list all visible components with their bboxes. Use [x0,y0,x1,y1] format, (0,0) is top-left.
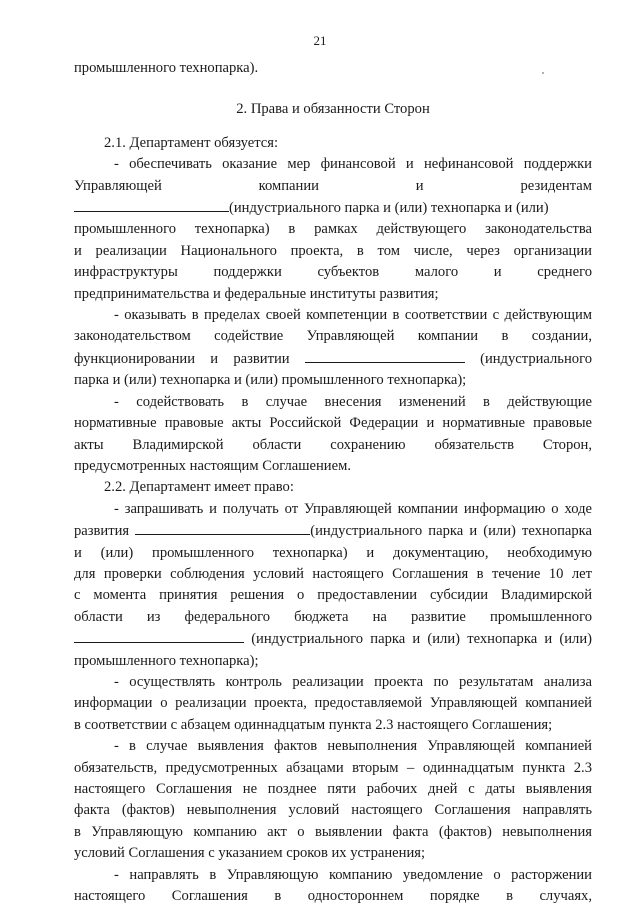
text-fragment: (индустриального парка и (или) технопарка и (или) [229,200,549,217]
text-line: - содействовать в случае внесения изменений в действующие [114,393,592,410]
blank-line [135,520,310,535]
clause-2-2-item-3 [74,736,592,864]
text-line: настоящего Соглашения не позднее пяти рабочих дней с даты выявления [74,781,592,797]
text-fragment: (индустриального парка и (или) технопарка и (или) [251,631,592,648]
text-line: нормативные правовые акты Российской Федерации и нормативные правовые [74,415,592,432]
text-line: акты Владимирской области сохранению обязательств Сторон, [74,436,592,453]
clause-2-1-item-2 [74,305,592,392]
text-fragment: (индустриального [480,350,592,367]
intro-line: промышленного технопарка). [74,60,259,76]
clause-2-1-heading: 2.1. Департамент обязуется: [104,134,279,151]
text-line: законодательством содействие Управляющей компании в создании, [74,328,592,345]
text-line: области из федерального бюджета на развитие промышленного [74,608,592,625]
text-line: предусмотренных настоящим Соглашением. [74,457,351,474]
text-line: факта (фактов) невыполнения условий настоящего Соглашения направлять [74,802,592,819]
text-fragment: функционировании и развитии [74,350,290,367]
text-line: настоящего Соглашения в одностороннем порядке в случаях, [74,888,592,905]
text-line [74,628,592,650]
text-fragment: развития [74,523,130,540]
text-line [74,197,592,219]
clause-2-2-item-4 [74,865,592,907]
text-line [74,348,592,370]
text-line: с момента принятия решения о предоставлении субсидии Владимирской [74,587,592,604]
text-line: и (или) промышленного технопарка) и документацию, необходимую [74,544,592,561]
text-line [74,520,592,542]
text-line: - в случае выявления фактов невыполнения Управляющей компанией [114,738,592,755]
text-line: - осуществлять контроль реализации проекта по результатам анализа [114,673,592,690]
text-line: - запрашивать и получать от Управляющей компании информацию о ходе [114,500,592,517]
text-line: предпринимательства и федеральные институты развития; [74,285,439,302]
clause-2-1-item-1 [74,154,592,305]
clause-2-2-item-2 [74,672,592,736]
text-line: - оказывать в пределах своей компетенции в соответствии с действующим [114,307,592,324]
text-line: - обеспечивать оказание мер финансовой и нефинансовой поддержки [114,156,592,173]
text-line: - направлять в Управляющую компанию уведомление о расторжении [114,866,592,883]
clause-2-2-item-1 [74,499,592,672]
text-line: инфраструктуры поддержки субъектов малого и среднего [74,264,592,281]
text-line: Управляющей компании и резидентам [74,177,592,194]
text-line: промышленного технопарка); [74,652,259,669]
blank-line [305,348,465,363]
text-line: информации о реализации проекта, предоставляемой Управляющей компанией [74,695,592,712]
section-title: 2. Права и обязанности Сторон [236,101,430,118]
document-body [74,58,592,907]
text-line: для проверки соблюдения условий настоящего Соглашения в течение 10 лет [74,565,592,582]
page-number: 21 [313,33,327,48]
text-line: условий Соглашения с указанием сроков их устранения; [74,845,426,862]
blank-line [74,197,229,212]
text-line: и реализации Национального проекта, в том числе, через организации [74,242,592,259]
text-line: в соответствии с абзацем одиннадцатым пункта 2.3 настоящего Соглашения; [74,716,553,733]
text-line: промышленного технопарка) в рамках действующего законодательства [74,221,592,238]
text-line: парка и (или) технопарка и (или) промышленного технопарка); [74,372,467,389]
text-fragment: (индустриального парка и (или) технопарка [310,523,592,540]
text-line: в Управляющую компанию акт о выявлении факта (фактов) невыполнения [74,823,592,840]
text-line: обязательств, предусмотренных абзацами вторым – одиннадцатым пункта 2.3 [74,759,592,776]
clause-2-1-item-3 [74,392,592,478]
clause-2-2-heading: 2.2. Департамент имеет право: [104,479,294,496]
blank-line [74,628,244,643]
